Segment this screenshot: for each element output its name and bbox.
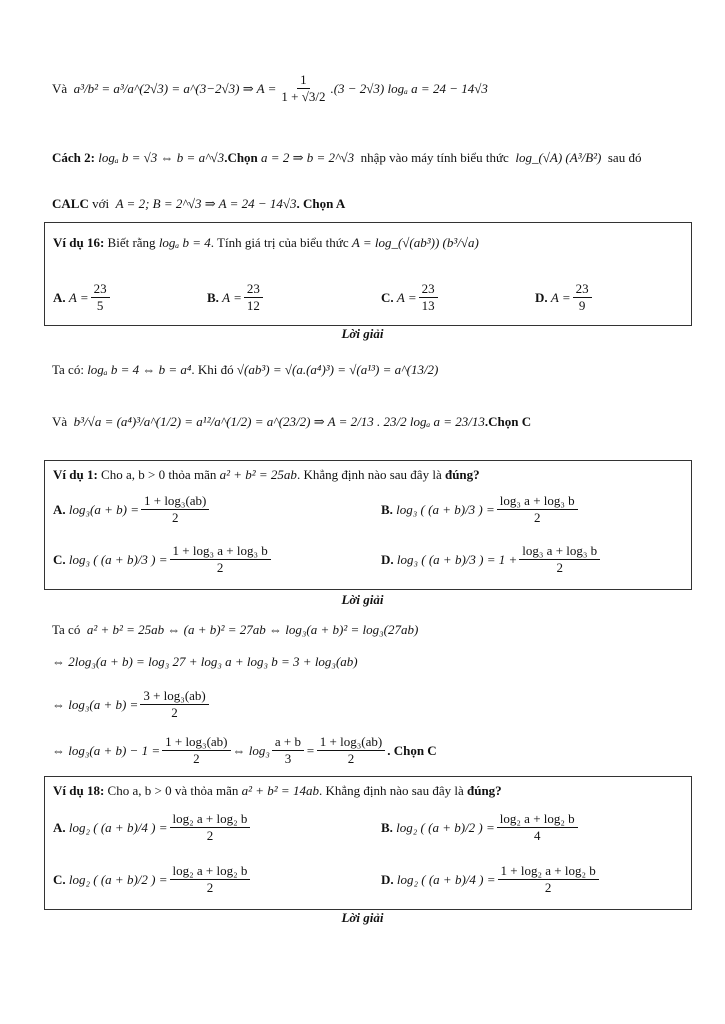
calc-text: với [92, 196, 110, 211]
fraction-numerator: 1 + log₃(ab) [141, 493, 209, 510]
example-16-statement [53, 235, 479, 251]
math-expression: a² + b² = 25ab ⇔ (a + b)² = 27ab ⇔ log₃(a + b)² = log₃(27ab) [86, 622, 419, 637]
option-letter: C. [53, 871, 66, 887]
example-label: Ví dụ 1: [53, 467, 98, 482]
solution-text: Ta có: [52, 362, 84, 377]
math-expression: ⇔ log₃ [232, 742, 270, 758]
fraction [170, 543, 271, 576]
solution-text: Và [52, 414, 68, 429]
calc-label: CALC [52, 196, 89, 211]
fraction [498, 863, 599, 896]
solution-heading: Lời giải [341, 592, 384, 607]
option-d[interactable] [381, 543, 602, 576]
method-text: .Chọn [224, 150, 258, 165]
fraction-denominator: 12 [246, 298, 260, 313]
option-lhs: log₃ ( (a + b)/3 ) = 1 + [396, 551, 518, 567]
option-letter: B. [381, 501, 393, 517]
example-text: Cho a, b > 0 và thỏa mãn [107, 783, 239, 798]
math-expression: ⇔ 2log₃(a + b) = log₃ 27 + log₃ a + log₃ b = 3 + log₃(ab) [52, 654, 358, 669]
fraction-denominator: 2 [533, 510, 541, 525]
option-b[interactable] [381, 811, 580, 844]
math-expression: a³/b² = a³/a^(2√3) = a^(3−2√3) ⇒ A = [73, 80, 277, 96]
fraction-denominator: 2 [347, 751, 355, 766]
option-lhs: log₃(a + b) = [68, 501, 139, 517]
math-expression: logₐ b = 4 ⇔ b = a⁴ [87, 362, 192, 377]
solution-1-line-2 [52, 654, 358, 670]
fraction-denominator: 2 [171, 510, 179, 525]
example-text: . Khẳng định nào sau đây là [318, 783, 464, 798]
option-c[interactable] [53, 543, 273, 576]
fraction-denominator: 4 [533, 828, 541, 843]
fraction-denominator: 5 [96, 298, 104, 313]
fraction [170, 863, 251, 896]
math-expression: ⇔ log₃(a + b) − 1 = [52, 742, 161, 758]
method-text: sau đó [607, 150, 642, 165]
math-expression: ⇔ log₃(a + b) = [52, 696, 139, 712]
math-expression: logₐ b = √3 ⇔ b = a^√3 [98, 150, 225, 165]
example-label: Ví dụ 18: [53, 783, 105, 798]
option-c[interactable] [381, 281, 440, 314]
fraction-denominator: 2 [216, 560, 224, 575]
fraction-numerator: 1 + log₃(ab) [317, 734, 385, 751]
fraction-numerator: a + b [272, 734, 304, 751]
example-text: . Tính giá trị của biểu thức [210, 235, 349, 250]
option-b[interactable] [381, 493, 580, 526]
solution-1-line-1 [52, 622, 418, 638]
fraction-denominator: 13 [421, 298, 435, 313]
solution-heading: Lời giải [341, 910, 384, 925]
option-letter: A. [53, 289, 66, 305]
fraction-denominator: 9 [578, 298, 586, 313]
fraction [244, 281, 263, 314]
example-label: Ví dụ 16: [53, 235, 105, 250]
option-letter: B. [207, 289, 219, 305]
option-a[interactable] [53, 811, 252, 844]
option-d[interactable] [535, 281, 594, 314]
fraction-denominator: 2 [171, 705, 178, 720]
fraction-numerator: log₂ a + log₂ b [497, 811, 578, 828]
option-lhs: A = [68, 289, 89, 305]
fraction [278, 72, 328, 105]
solution-1-line-4 [52, 734, 437, 767]
choice-text: . Chọn C [387, 742, 437, 758]
fraction [272, 734, 304, 767]
math-expression: a² + b² = 25ab [219, 467, 297, 482]
option-letter: B. [381, 819, 393, 835]
fraction-denominator: 2 [206, 828, 214, 843]
fraction-numerator: 3 + log₃(ab) [140, 688, 208, 705]
calc-line [52, 196, 345, 212]
fraction [162, 734, 230, 767]
example-1-statement [53, 467, 480, 483]
fraction [170, 811, 251, 844]
fraction-numerator: 1 + log₂ a + log₂ b [498, 863, 599, 880]
math-expression: b³/√a = (a⁴)³/a^(1/2) = a¹²/a^(1/2) = a^(23/2) ⇒ A = 2/13 . 23/2 logₐ a = 23/13 [73, 414, 485, 429]
solution-text: Ta có [52, 622, 81, 637]
fraction-denominator: 1 + √3/2 [281, 89, 326, 104]
math-expression: √(ab³) = √(a.(a⁴)³) = √(a¹³) = a^(13/2) [236, 362, 439, 377]
fraction [140, 688, 208, 721]
option-lhs: A = [222, 289, 242, 305]
option-letter: D. [535, 289, 548, 305]
option-letter: A. [53, 819, 66, 835]
option-letter: D. [381, 551, 394, 567]
math-expression: a² + b² = 14ab [241, 783, 319, 798]
fraction-numerator: 23 [419, 281, 438, 298]
fraction-denominator: 2 [556, 560, 563, 575]
method-label: Cách 2: [52, 150, 95, 165]
option-letter: C. [53, 551, 66, 567]
option-lhs: A = [550, 289, 571, 305]
example-text: Cho a, b > 0 thỏa mãn [101, 467, 217, 482]
example-bold: đúng? [444, 467, 480, 482]
option-lhs: log₂ ( (a + b)/4 ) = [68, 819, 168, 835]
fraction-numerator: 1 + log₃(ab) [162, 734, 230, 751]
math-expression: log_(√A) (A³/B²) [515, 150, 602, 165]
option-lhs: A = [396, 289, 417, 305]
fraction [91, 281, 110, 314]
solution-text: . Khi đó [191, 362, 234, 377]
choice-text: . Chọn A [296, 196, 346, 211]
fraction-numerator: 23 [244, 281, 263, 298]
example-1-box [44, 460, 692, 590]
math-expression: A = 2; B = 2^√3 ⇒ A = 24 − 14√3 [115, 196, 297, 211]
option-lhs: log₂ ( (a + b)/4 ) = [396, 871, 496, 887]
fraction-numerator: log₂ a + log₂ b [170, 863, 251, 880]
fraction [497, 493, 578, 526]
solution-16-line-1 [52, 362, 438, 378]
math-expression: a = 2 ⇒ b = 2^√3 [261, 150, 355, 165]
option-a[interactable] [53, 493, 211, 526]
math-expression: .(3 − 2√3) logₐ a = 24 − 14√3 [330, 80, 488, 96]
solution-heading: Lời giải [341, 326, 384, 341]
example-text: Biết rằng [107, 235, 156, 250]
fraction-numerator: 23 [91, 281, 110, 298]
intro-text: Và [52, 80, 68, 96]
option-letter: D. [381, 871, 394, 887]
method-2-line [52, 150, 641, 166]
derivation-line-1 [52, 72, 488, 105]
fraction-numerator: log₃ a + log₃ b [519, 543, 600, 560]
fraction-numerator: 1 + log₃ a + log₃ b [170, 543, 271, 560]
option-letter: C. [381, 289, 394, 305]
math-expression: = [306, 742, 315, 758]
example-18-statement [53, 783, 502, 799]
fraction [573, 281, 592, 314]
fraction [317, 734, 385, 767]
fraction [497, 811, 578, 844]
option-lhs: log₂ ( (a + b)/2 ) = [68, 871, 168, 887]
fraction-denominator: 2 [193, 751, 200, 766]
fraction-numerator: log₂ a + log₂ b [170, 811, 251, 828]
option-d[interactable] [381, 863, 601, 896]
fraction-numerator: log₃ a + log₃ b [497, 493, 578, 510]
fraction-denominator: 3 [284, 751, 292, 766]
fraction [141, 493, 209, 526]
fraction-denominator: 2 [544, 880, 552, 895]
choice-text: .Chọn C [484, 414, 532, 429]
method-text: nhập vào máy tính biểu thức [360, 150, 509, 165]
option-lhs: log₃ ( (a + b)/3 ) = [396, 501, 495, 517]
fraction-numerator: 1 [297, 72, 310, 89]
example-18-box [44, 776, 692, 910]
option-a[interactable] [53, 281, 112, 314]
example-bold: đúng? [466, 783, 502, 798]
option-c[interactable] [53, 863, 252, 896]
fraction-denominator: 2 [206, 880, 214, 895]
example-text: . Khẳng định nào sau đây là [296, 467, 442, 482]
math-expression: A = log_(√(ab³)) (b³/√a) [351, 235, 479, 250]
example-16-box [44, 222, 692, 326]
solution-16-line-2 [52, 414, 531, 430]
option-lhs: log₃ ( (a + b)/3 ) = [68, 551, 168, 567]
option-lhs: log₂ ( (a + b)/2 ) = [396, 819, 495, 835]
option-letter: A. [53, 501, 66, 517]
fraction [419, 281, 438, 314]
option-b[interactable] [207, 281, 265, 314]
math-expression: logₐ b = 4 [158, 235, 211, 250]
solution-1-line-3 [52, 688, 211, 721]
fraction [519, 543, 600, 576]
fraction-numerator: 23 [573, 281, 592, 298]
